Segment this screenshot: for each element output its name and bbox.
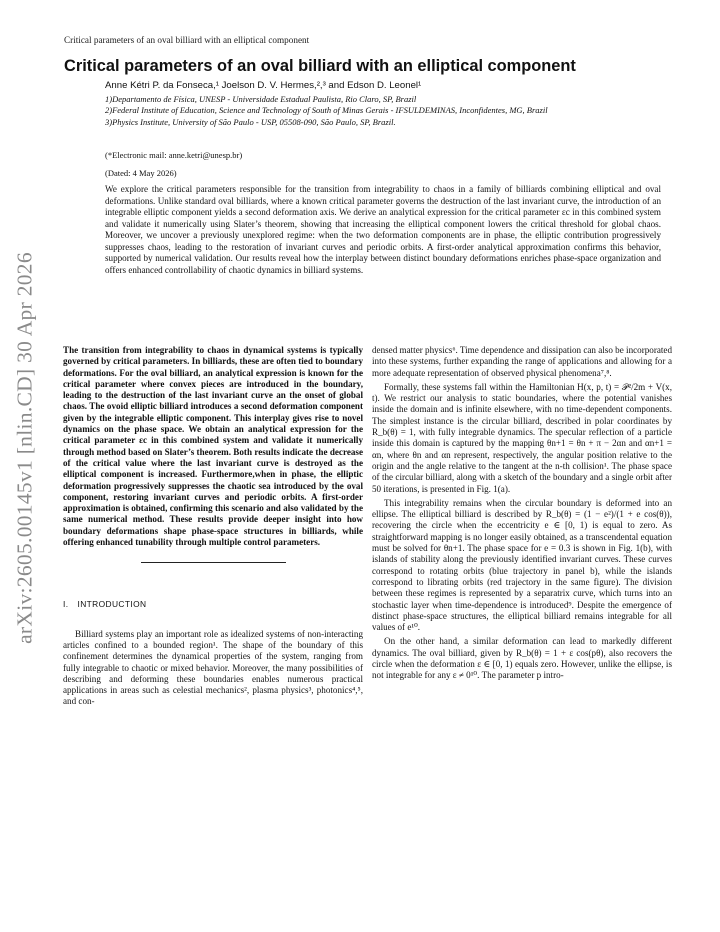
affiliations (105, 94, 685, 128)
right-column (372, 345, 672, 682)
affiliation-mark: 2) (105, 105, 113, 116)
paper-title: Critical parameters of an oval billiard with an elliptical component (64, 57, 576, 75)
section-heading (63, 599, 363, 610)
divider-rule (141, 562, 286, 563)
affiliation-mark: 1) (105, 94, 113, 104)
running-header: Critical parameters of an oval billiard with an elliptical component (64, 35, 310, 45)
affiliation-3 (105, 117, 685, 128)
affiliation-2 (105, 105, 685, 116)
abstract: We explore the critical parameters responsible for the transition from integrability to chaos in a family of billiards combining elliptical and oval deformations. Unlike standard oval billiards, where a known critical parameter governs the destruction of the last invariant curve, the introduction of an integrable elliptic component yields a second deformation axis. We derive an analytical expression for the critical parameter εc in this combined system and validate it numerically using Slater’s theorem, showing that increasing the elliptical component lowers the critical threshold for global chaos. Moreover, we uncover a previously unexplored regime: when the two deformation components are in phase, the elliptic contribution progressively suppresses chaos, leading to the restoration of invariant curves and periodic orbits. A first-order analytical approximation confirms this behavior, supported by numerical validation. Our results reveal how the interplay between distinct boundary deformations enriches phase-space organization and offers enhanced controllability of chaotic dynamics in billiard systems. (105, 184, 661, 275)
intro-paragraph: Billiard systems play an important role as idealized systems of non-interacting articles confined to a bounded region¹. The shape of the boundary of this confinement determines the dynamical properties of the system, ranging from fully integrable to chaotic or mixed behavior. Moreover, the many possibilities of describing and deforming these boundaries enables numerous practical applications in areas such as celestial mechanics², plasma physics³, photonics⁴,⁵, and con- (63, 628, 363, 707)
arxiv-id-label: arXiv:2605.00145v1 [nlin.CD] 30 Apr 2026 (12, 252, 37, 644)
left-column (63, 345, 363, 708)
author-list: Anne Kétri P. da Fonseca,¹ Joelson D. V. Hermes,²,³ and Edson D. Leonel¹ (105, 80, 422, 91)
lead-summary: The transition from integrability to chaos in dynamical systems is typically governed by critical parameters. In billiards, these are often tied to boundary deformations. For the oval billiard, an analytical expression is known for the critical parameter where convex pieces are introduced in the boundary, leading to the destruction of the last invariant curve an the onset of global chaos. The ovoid elliptic billiard introduces a second deformation component given by the integrable elliptic component. This interplay gives rise to novel dynamics on the phase space. We obtain an analytical expression for the critical parameter εc in this combined system and validate it numerically through method based on Slater’s theorem. Both results indicate the decrease of the critical value where the last invariant curve is destroyed as the elliptical component is increased. Furthermore,when in phase, the elliptic deformation progressively suppresses the chaotic sea introduced by the oval component, restoring invariant curves and periodic orbits. A first-order approximation is obtained, confirming this scenario and also validated by the same numerical method. These results provide deeper insight into how boundary deformations shape phase-space structures in billiards, while offering enhanced tunability through multiple control parameters. (63, 345, 363, 548)
section-number: I. (63, 599, 69, 610)
arxiv-watermark (7, 248, 43, 648)
section-title: INTRODUCTION (77, 599, 147, 610)
affiliation-text: Departamento de Física, UNESP - Universidade Estadual Paulista, Rio Claro, SP, Brazil (112, 94, 417, 104)
body-paragraph: densed matter physics⁶. Time dependence and dissipation can also be incorporated into these systems, further expanding the range of applications and allowing for a more adequate representation of observed physical phenomena⁷,⁸. (372, 345, 672, 378)
corresponding-email: (*Electronic mail: anne.ketri@unesp.br) (105, 150, 243, 160)
body-paragraph: This integrability remains when the circular boundary is deformed into an ellipse. The elliptical billiard is described by R_b(θ) = (1 − e²)/(1 + e cos(θ)), recovering the circle when the eccentricity e ∈ [0, 1) is equal to zero. As straightforward mapping is no longer easily obtained, as a transcendental equation must be solved for θn+1. The phase space for e = 0.3 is shown in Fig. 1(b), with islands of stability along the previously identified invariant curves. These curves correspond to rotating orbits (blue trajectory in panel b), while the islands correspond to librating orbits (red trajectory in the same figure). The division between these regimes is represented by a separatrix curve, which turns into an stochastic layer when time-dependence is introduced⁹. Despite the emergence of distinct phase-space structures, the elliptical billiard remains integrable for all values of e¹⁰. (372, 497, 672, 633)
affiliation-1 (105, 94, 685, 105)
affiliation-text: Physics Institute, University of São Paulo - USP, 05508-090, São Paulo, SP, Brazil. (112, 116, 396, 127)
body-paragraph: On the other hand, a similar deformation can lead to markedly different dynamics. The oval billiard, given by R_b(θ) = 1 + ε cos(pθ), also recovers the circle when the deformation ε ∈ [0, 1) equals zero. However, unlike the ellipse, is not integrable for any ε ≠ 0¹⁰. The parameter p intro- (372, 636, 672, 681)
date-line: (Dated: 4 May 2026) (105, 168, 177, 178)
body-paragraph: Formally, these systems fall within the Hamiltonian H(x, p, t) = 𝒫²/2m + V(x, t). We restrict our analysis to static boundaries, where the potential vanishes inside the domain and is infinite elsewhere, with no time-dependent components. The simplest instance is the circular billiard, described in polar coordinates by R_b(θ) = 1, with fully integrable dynamics. The specular reflection of a particle inside this domain is captured by the mapping θn+1 = θn + π − 2αn and αn+1 = αn, where θn and αn represent, respectively, the angular position relative to the origin and the angle relative to the tangent at the n-th collision¹. The phase space of the circular billiard, along with a sketch of the boundary and a single orbit after 50 iterations, is presented in Fig. 1(a). (372, 381, 672, 494)
affiliation-mark: 3) (105, 116, 113, 127)
affiliation-text: Federal Institute of Education, Science and Technology of South of Minas Gerais - IFSULDEMINAS, Inconfidentes, MG, Brazil (112, 105, 548, 116)
